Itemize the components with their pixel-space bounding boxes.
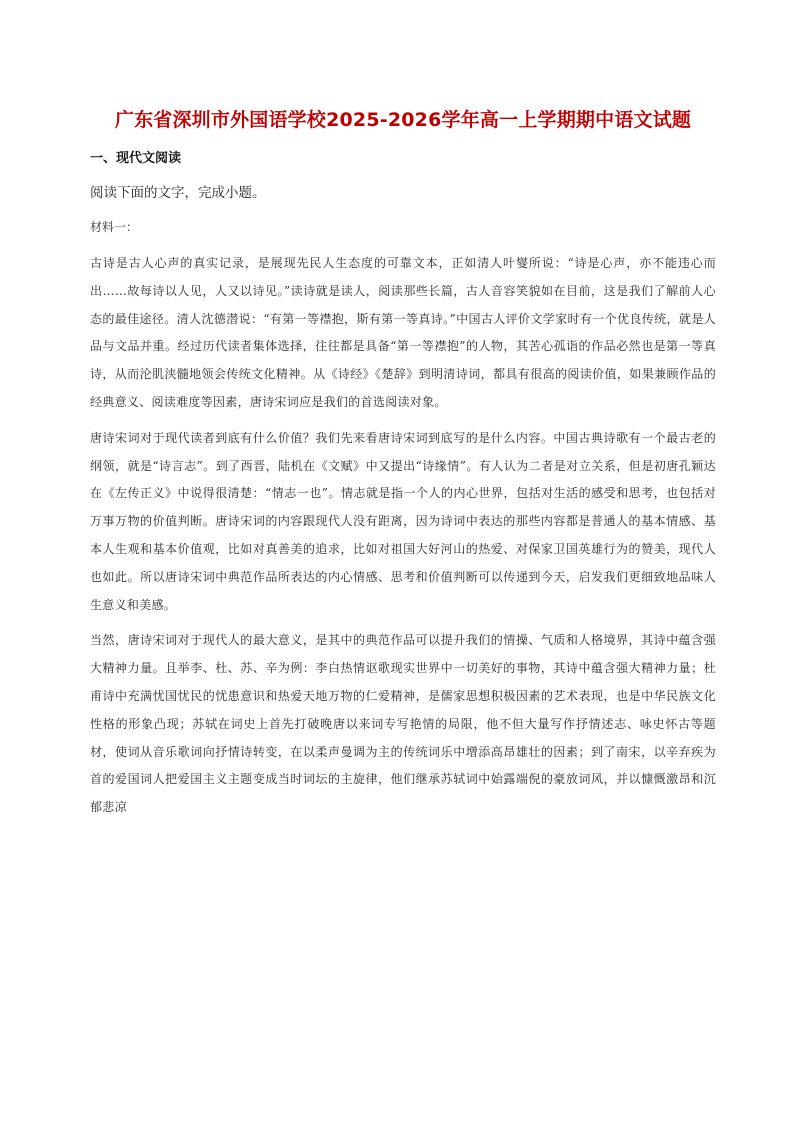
paragraph-3: 当然，唐诗宋词对于现代人的最大意义，是其中的典范作品可以提升我们的情操、气质和人格境界，其诗中蕴含强大精神力量。且举李、杜、苏、辛为例：李白热情讴歌现实世界中一切美好的事物，其诗中蕴含强大精神力量；杜甫诗中充满忧国忧民的忧患意识和热爱天地万物的仁爱精神，是儒家思想积极因素的艺术表现，也是中华民族文化性格的形象凸现；苏轼在词史上首先打破晚唐以来词专写艳情的局限，他不但大量写作抒情述志、咏史怀古等题材，使词从音乐歌词向抒情诗转变，在以柔声曼调为主的传统词乐中增添高昂雄壮的因素；到了南宋，以辛弃疾为首的爱国词人把爱国主义主题变成当时词坛的主旋律，他们继承苏轼词中始露端倪的豪放词风，并以慷慨激昂和沉郁悲凉 bbox=[90, 633, 716, 815]
paragraph-2: 唐诗宋词对于现代读者到底有什么价值？我们先来看唐诗宋词到底写的是什么内容。中国古典诗歌有一个最古老的纲领，就是“诗言志”。到了西晋，陆机在《文赋》中又提出“诗缘情”。有人认为二者是对立关系，但是初唐孔颖达在《左传正义》中说得很清楚：“情志一也”。情志就是指一个人的内心世界，包括对生活的感受和思考，也包括对万事万物的价值判断。唐诗宋词的内容跟现代人没有距离，因为诗词中表达的那些内容都是普通人的基本情感、基本人生观和基本价值观，比如对真善美的追求，比如对祖国大好河山的热爱、对保家卫国英雄行为的赞美，现代人也如此。所以唐诗宋词中典范作品所表达的内心情感、思考和价值判断可以传递到今天，启发我们更细致地品味人生意义和美感。 bbox=[90, 430, 716, 612]
reading-instruction: 阅读下面的文字，完成小题。 bbox=[90, 185, 266, 201]
document-title: 广东省深圳市外国语学校2025-2026学年高一上学期期中语文试题 bbox=[114, 109, 692, 131]
paragraph-1: 古诗是古人心声的真实记录，是展现先民人生态度的可靠文本，正如清人叶燮所说：“诗是心声，亦不能违心而出……故每诗以人见，人又以诗见。”读诗就是读人，阅读那些长篇，古人音容笑貌如在目前，这是我们了解前人心态的最佳途径。清人沈德潜说：“有第一等襟抱，斯有第一等真诗。”中国古人评价文学家时有一个优良传统，就是人品与文品并重。经过历代读者集体选择，往往都是具备“第一等襟抱”的人物，其苦心孤诣的作品必然也是第一等真诗，从而沦肌浃髓地领会传统文化精神。从《诗经》《楚辞》到明清诗词，都具有很高的阅读价值，如果兼顾作品的经典意义、阅读难度等因素，唐诗宋词应是我们的首选阅读对象。 bbox=[90, 256, 716, 409]
section-heading: 一、现代文阅读 bbox=[90, 151, 182, 166]
material-label: 材料一： bbox=[90, 220, 139, 234]
